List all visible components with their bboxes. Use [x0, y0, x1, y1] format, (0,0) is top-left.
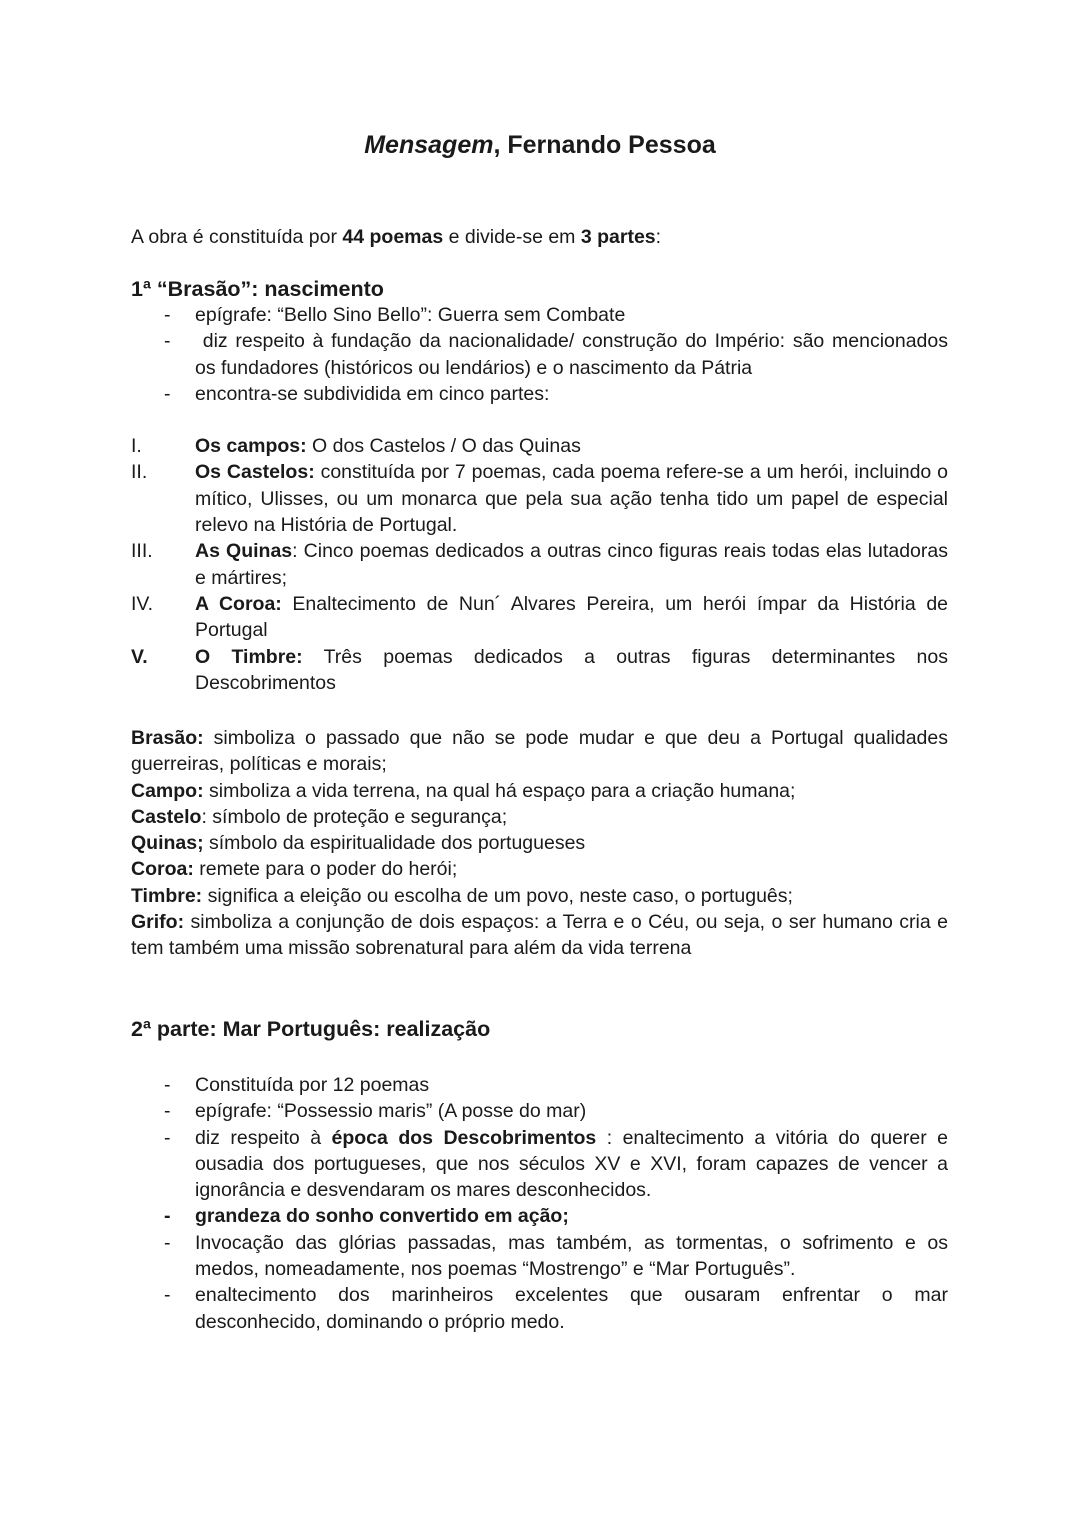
glossary-entry: Campo: simboliza a vida terrena, na qual há espaço para a criação humana; — [131, 779, 796, 802]
list-item: - Constituída por 12 poemas — [131, 1072, 948, 1098]
part1-bullet-list — [131, 302, 954, 407]
part1-subparts-list — [131, 433, 948, 696]
glossary-entry: Castelo: símbolo de proteção e segurança; — [131, 805, 508, 828]
list-item: - diz respeito à época dos Descobrimentos : enaltecimento a vitória do querer e ousadia dos portugueses, que nos séculos XV e XVI, foram capazes de vencer a ignorância e desvendaram os mares desconhecidos. — [131, 1125, 948, 1204]
glossary-entry: Timbre: significa a eleição ou escolha de um povo, neste caso, o português; — [131, 884, 793, 907]
list-item: - diz respeito à fundação da nacionalidade/ construção do Império: são mencionados os fundadores (históricos ou lendários) e o nascimento da Pátria — [131, 328, 948, 381]
list-item: - grandeza do sonho convertido em ação; — [131, 1203, 948, 1229]
part2-section — [131, 1015, 948, 1043]
glossary-entry: Brasão: simboliza o passado que não se pode mudar e que deu a Portugal qualidades guerreiras, políticas e morais; — [131, 727, 948, 776]
document-title — [0, 128, 1080, 162]
list-item: - Invocação das glórias passadas, mas também, as tormentas, o sofrimento e os medos, nomeadamente, nos poemas “Mostrengo” e “Mar Português”. — [131, 1230, 948, 1283]
intro-paragraph: A obra é constituída por 44 poemas e divide-se em 3 partes: — [131, 226, 662, 248]
list-item: III. As Quinas: Cinco poemas dedicados a outras cinco figuras reais todas elas lutadoras e mártires; — [131, 540, 948, 589]
list-item: - epígrafe: “Bello Sino Bello”: Guerra sem Combate — [131, 302, 948, 328]
list-item: IV. A Coroa: Enaltecimento de Nun´ Alvares Pereira, um herói ímpar da História de Portugal — [131, 592, 949, 642]
part2-list-wrap — [131, 1072, 948, 1335]
part1-heading: 1ª “Brasão”: nascimento — [131, 277, 384, 301]
part1-section — [131, 275, 954, 696]
glossary-entry: Quinas; símbolo da espiritualidade dos portugueses — [131, 832, 586, 855]
glossary-entry: Grifo: simboliza a conjunção de dois espaços: a Terra e o Céu, ou seja, o ser humano cria e tem também uma missão sobrenatural para além da vida terrena — [131, 911, 948, 960]
list-item: II. Os Castelos: constituída por 7 poemas, cada poema refere-se a um herói, incluindo o mítico, Ulisses, ou um monarca que pela sua ação tenha tido um papel de especial relevo na História de Portugal. — [131, 461, 948, 537]
list-item: - encontra-se subdividida em cinco partes: — [131, 381, 948, 407]
list-item: V. O Timbre: Três poemas dedicados a outras figuras determinantes nos Descobrimentos — [131, 645, 948, 694]
part2-heading: 2ª parte: Mar Português: realização — [131, 1017, 491, 1041]
list-item: - epígrafe: “Possessio maris” (A posse do mar) — [131, 1098, 948, 1124]
title-rest: , Fernando Pessoa — [493, 131, 716, 159]
glossary-entry: Coroa: remete para o poder do herói; — [131, 858, 458, 881]
symbols-glossary — [131, 725, 948, 962]
part2-bullet-list — [131, 1072, 948, 1335]
list-item: - enaltecimento dos marinheiros excelentes que ousaram enfrentar o mar desconhecido, dominando o próprio medo. — [131, 1282, 948, 1335]
title-italic: Mensagem — [364, 131, 494, 159]
list-item: I. Os campos: O dos Castelos / O das Quinas — [131, 435, 581, 458]
